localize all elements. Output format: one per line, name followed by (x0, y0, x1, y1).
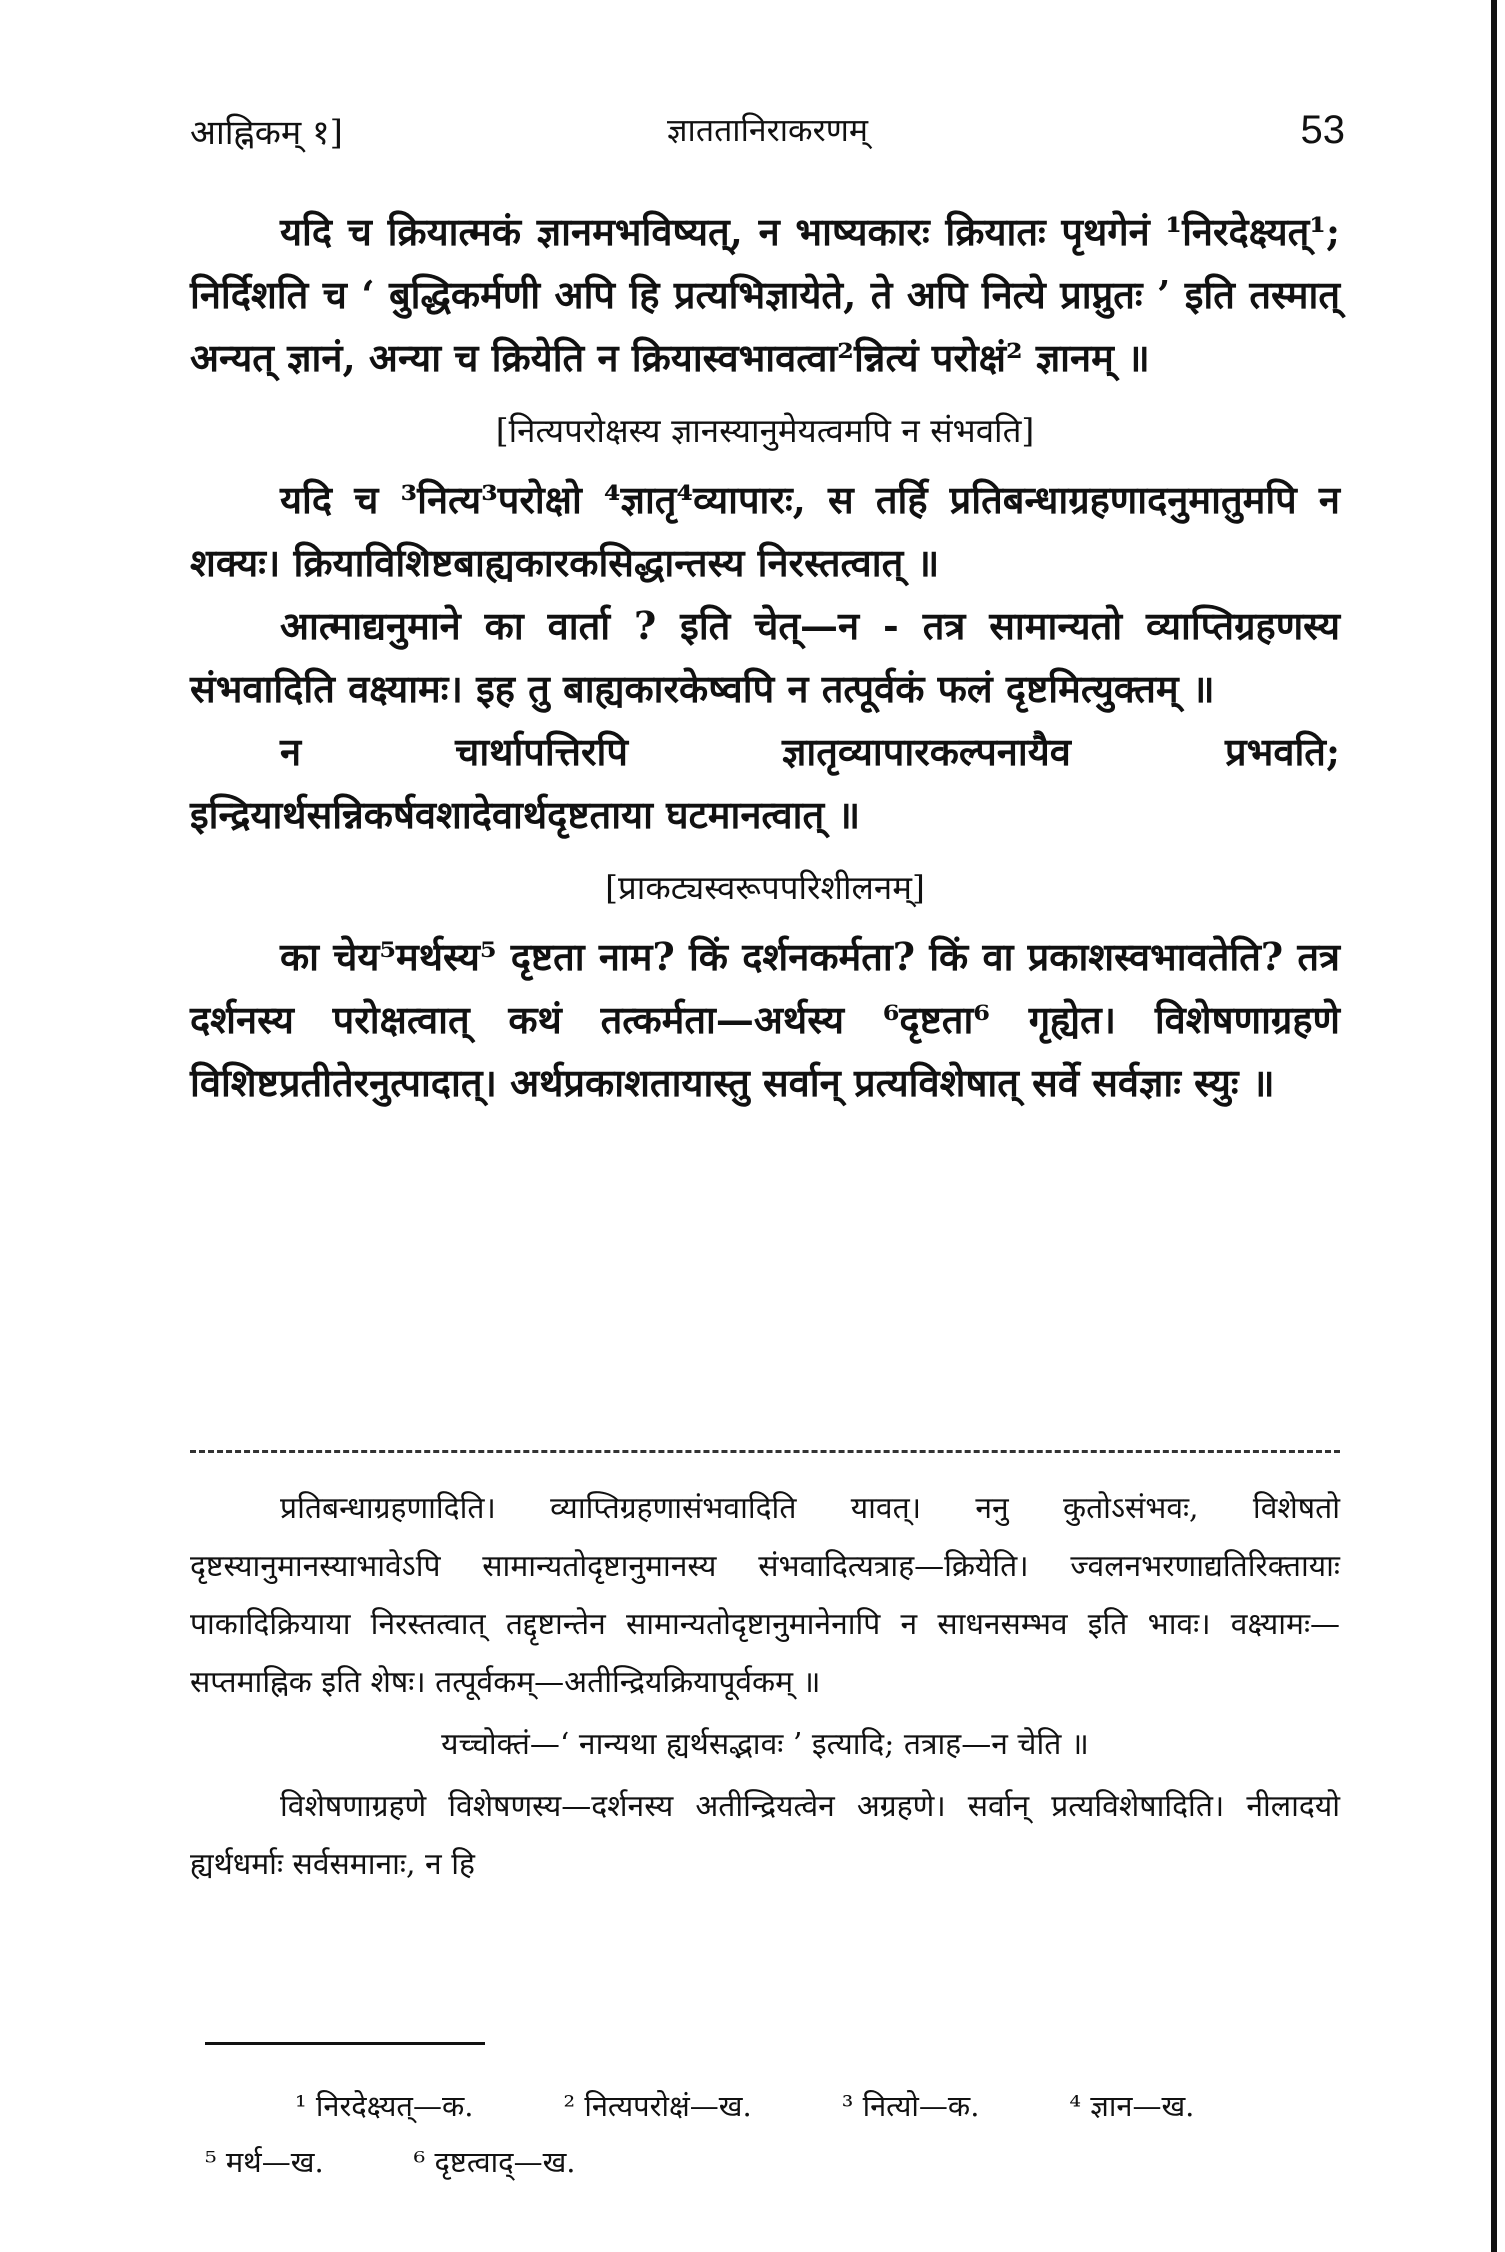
footnote: ³ नित्यो—क. (841, 2089, 980, 2123)
commentary (190, 1480, 1340, 1898)
footnote: ² नित्यपरोक्षं—ख. (563, 2089, 752, 2123)
main-paragraph: का चेय⁵मर्थस्य⁵ दृष्टता नाम? किं दर्शनकर्मता? किं वा प्रकाशस्वभावतेति? तत्र दर्शनस्य परोक्षत्वात् कथं तत्कर्मता—अर्थस्य ⁶दृष्टता⁶ गृह्येत। विशेषणाग्रहणे विशिष्टप्रतीतेरनुत्पादात्। अर्थप्रकाशतायास्तु सर्वान् प्रत्यविशेषात् सर्वे सर्वज्ञाः स्युः ॥ (190, 934, 1340, 1105)
footnote: ¹ निरदेक्ष्यत्—क. (295, 2089, 474, 2123)
footnotes (205, 2078, 1355, 2190)
page-edge-line (1491, 0, 1497, 2252)
footnote: ⁴ ज्ञान—ख. (1069, 2089, 1195, 2123)
commentary-paragraph: यच्चोक्तं—‘ नान्यथा ह्यर्थसद्भावः ’ इत्यादि; तत्राह—न चेति ॥ (441, 1727, 1089, 1762)
main-text (190, 200, 1340, 1114)
commentary-paragraph: विशेषणाग्रहणे विशेषणस्य—दर्शनस्य अतीन्द्रियत्वेन अग्रहणे। सर्वान् प्रत्यविशेषादिति। नीलादयो ह्यर्थधर्माः सर्वसमानाः, न हि (190, 1789, 1340, 1882)
footnote-rule (205, 2042, 485, 2045)
main-paragraph: यदि च क्रियात्मकं ज्ञानमभविष्यत्, न भाष्यकारः क्रियातः पृथगेनं ¹निरदेक्ष्यत्¹; निर्दिशति च ‘ बुद्धिकर्मणी अपि हि प्रत्यभिज्ञायेते, ते अपि नित्ये प्राप्नुतः ’ इति तस्मात् अन्यत् ज्ञानं, अन्या च क्रियेति न क्रियास्वभावत्वा²न्नित्यं परोक्षं² ज्ञानम् ॥ (190, 209, 1340, 380)
section-heading: [नित्यपरोक्षस्य ज्ञानस्यानुमेयत्वमपि न संभवति] (495, 411, 1035, 450)
commentary-paragraph: प्रतिबन्धाग्रहणादिति। व्याप्तिग्रहणासंभवादिति यावत्। ननु कुतोऽसंभवः, विशेषतो दृष्टस्यानुमानस्याभावेऽपि सामान्यतोदृष्टानुमानस्य संभवादित्यत्राह—क्रियेति। ज्वलनभरणाद्यतिरिक्तायाः पाकादिक्रियाया निरस्तत्वात् तद्दृष्टान्तेन सामान्यतोदृष्टानुमानेनापि न साधनसम्भव इति भावः। वक्ष्यामः—सप्तमाह्निक इति शेषः। तत्पूर्वकम्—अतीन्द्रियक्रियापूर्वकम् ॥ (190, 1491, 1340, 1700)
main-paragraph: यदि च ³नित्य³परोक्षो ⁴ज्ञातृ⁴व्यापारः, स तर्हि प्रतिबन्धाग्रहणादनुमातुमपि न शक्यः। क्रियाविशिष्टबाह्यकारकसिद्धान्तस्य निरस्तत्वात् ॥ (190, 477, 1340, 585)
footnote-line (205, 2078, 1355, 2134)
footnote: ⁶ दृष्टत्वाद्—ख. (413, 2145, 576, 2179)
main-paragraph: न चार्थापत्तिरपि ज्ञातृव्यापारकल्पनायैव प्रभवति; इन्द्रियार्थसन्निकर्षवशादेवार्थदृष्टताया घटमानत्वात् ॥ (190, 729, 1340, 837)
section-heading: [प्राकट्यस्वरूपपरिशीलनम्] (605, 868, 925, 907)
running-header (190, 108, 1345, 158)
commentary-divider (190, 1450, 1340, 1453)
page-number: 53 (1300, 108, 1345, 152)
header-section-label: आह्निकम् १] (190, 113, 343, 153)
footnote-line (205, 2134, 1355, 2190)
header-title: ज्ञाततानिराकरणम् (667, 111, 868, 149)
main-paragraph: आत्माद्यनुमाने का वार्ता ? इति चेत्—न - तत्र सामान्यतो व्याप्तिग्रहणस्य संभवादिति वक्ष्यामः। इह तु बाह्यकारकेष्वपि न तत्पूर्वकं फलं दृष्टमित्युक्तम् ॥ (190, 603, 1340, 711)
footnote: ⁵ मर्थ—ख. (205, 2145, 324, 2179)
